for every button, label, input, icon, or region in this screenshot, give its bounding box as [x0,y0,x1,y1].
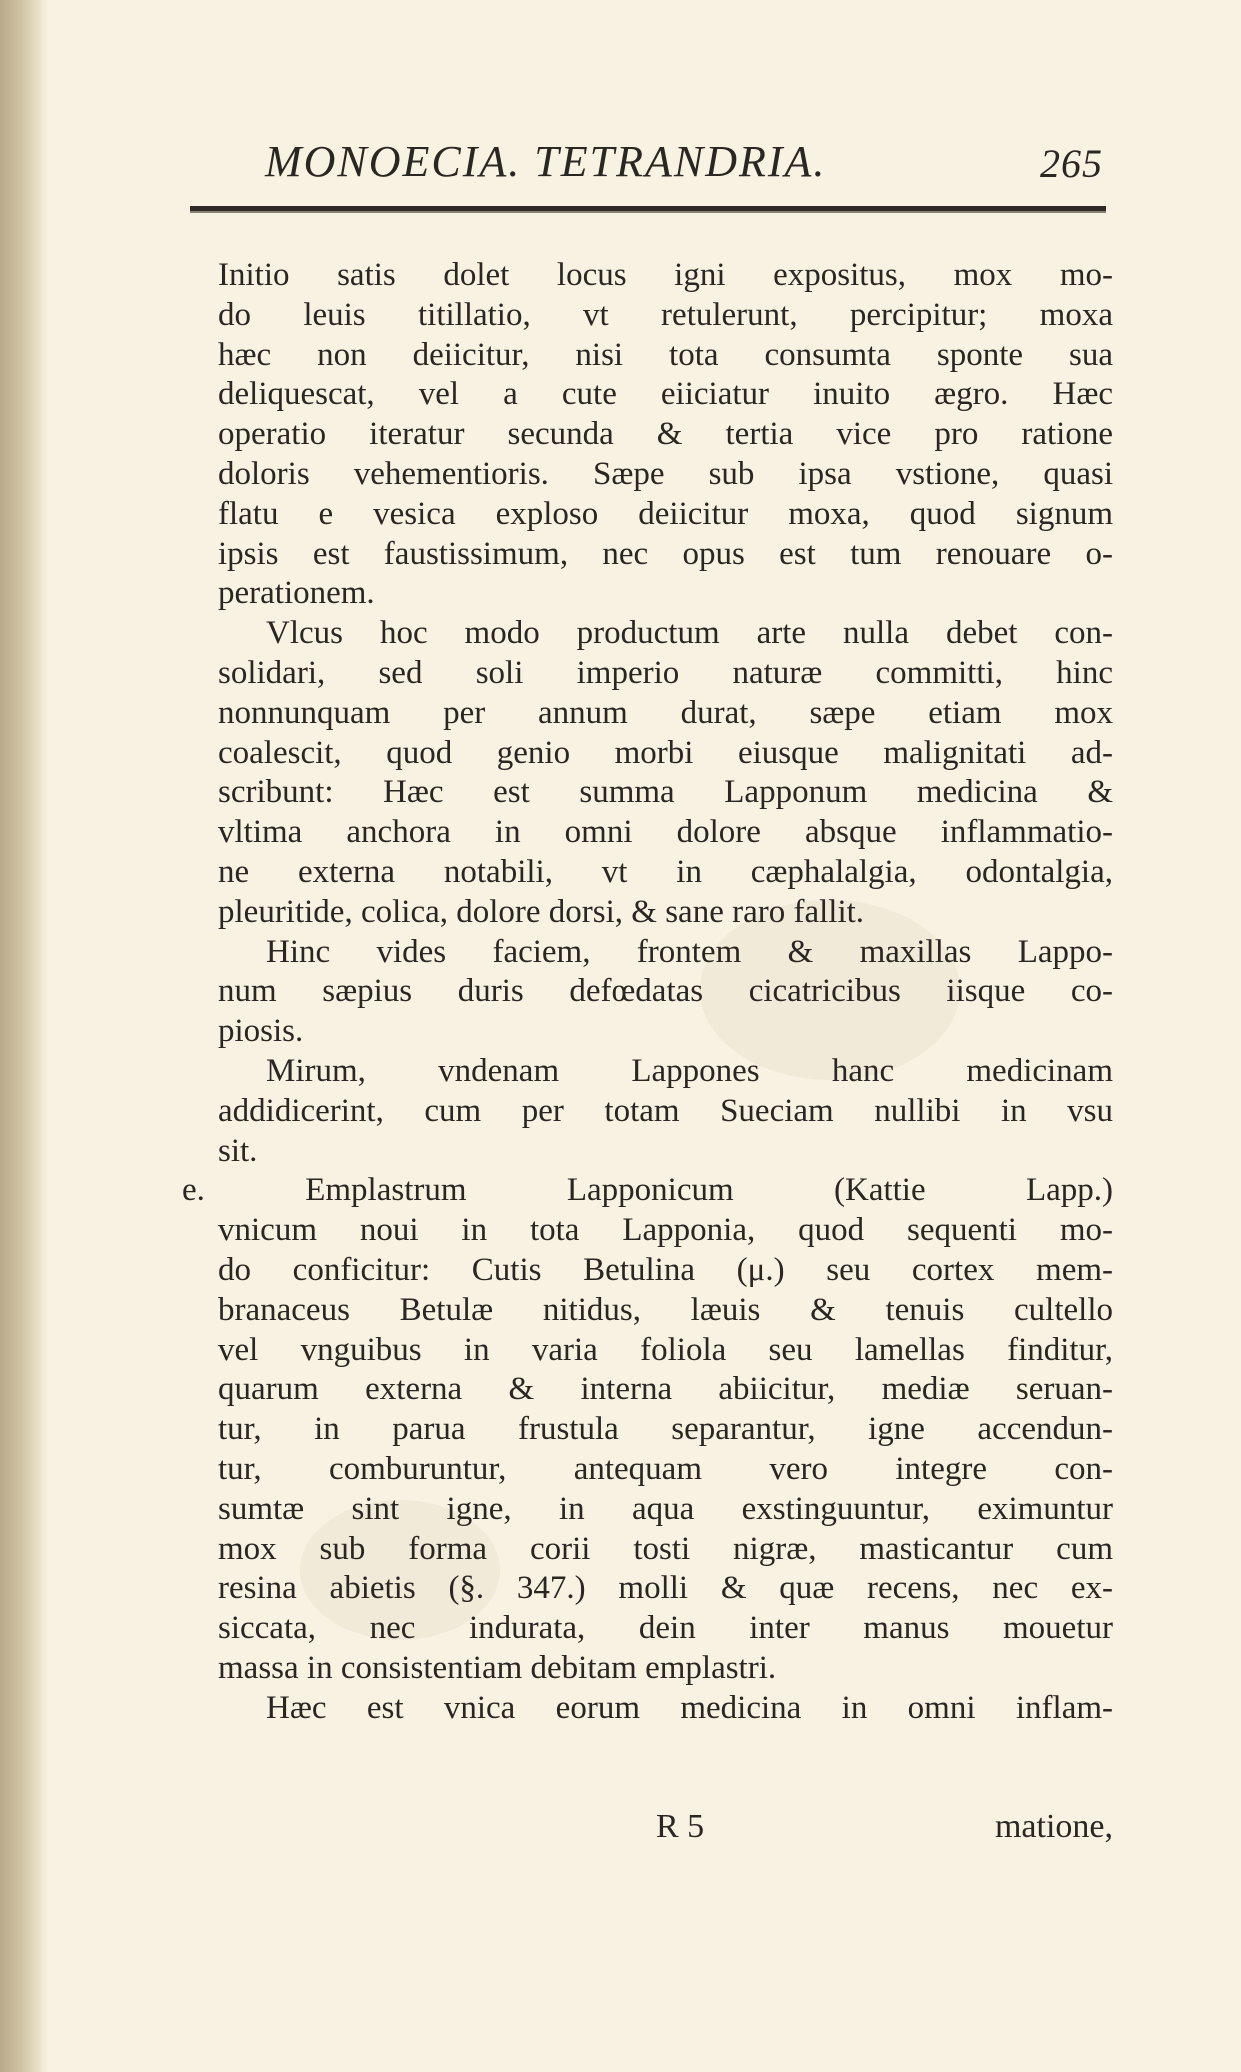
page-footer [218,1808,1113,1858]
paragraph-vlcus [218,614,1113,932]
text-line: operatio iteratur secunda & tertia vice pro ratione [218,416,1113,453]
text-line: tur, comburuntur, antequam vero integre con- [218,1450,1113,1487]
text-line: num sæpius duris defœdatas cicatricibus iisque co- [218,973,1113,1010]
text-line: nonnunquam per annum durat, sæpe etiam mox [218,694,1113,731]
text-line: vnicum noui in tota Lapponia, quod sequenti mo- [218,1212,1113,1249]
text-line: deliquescat, vel a cute eiiciatur inuito ægro. Hæc [218,376,1113,413]
catchword: matione, [994,1808,1113,1845]
text-line: Vlcus hoc modo productum arte nulla debet con- [266,615,1113,652]
text-line: Initio satis dolet locus igni expositus, mox mo- [218,257,1113,293]
text-line: scribunt: Hæc est summa Lapponum medicina & [218,774,1113,811]
paragraph-initio [218,256,1113,614]
text-line: quarum externa & interna abiicitur, mediæ seruan- [218,1371,1113,1408]
text-line: solidari, sed soli imperio naturæ committi, hinc [218,654,1113,691]
text-line: ne externa notabili, vt in cæphalalgia, odontalgia, [218,853,1113,890]
text-line: vel vnguibus in varia foliola seu lamellas finditur, [218,1331,1113,1368]
text-line: hæc non deiicitur, nisi tota consumta sponte sua [218,336,1113,373]
body-text [182,256,1113,1728]
text-line: Hinc vides faciem, frontem & maxillas Lappo- [266,933,1113,970]
text-line: pleuritide, colica, dolore dorsi, & sane raro fallit. [218,893,865,930]
paragraph-hinc [218,933,1113,1052]
text-line: perationem. [218,575,375,612]
text-line: coalescit, quod genio morbi eiusque malignitati ad- [218,734,1113,771]
text-line: sumtæ sint igne, in aqua exstinguuntur, eximuntur [218,1490,1113,1527]
text-line: mox sub forma corii tosti nigræ, masticantur cum [218,1530,1113,1567]
text-line: vltima anchora in omni dolore absque inflammatio- [218,814,1113,851]
text-line: piosis. [218,1013,304,1050]
text-line: massa in consistentiam debitam emplastri. [218,1649,777,1686]
signature-mark: R 5 [656,1808,705,1845]
text-line: tur, in parua frustula separantur, igne accendun- [218,1411,1113,1448]
paragraph-emplastrum [182,1171,1113,1688]
text-line: flatu e vesica exploso deiicitur moxa, quod signum [218,495,1113,532]
text-line: sit. [218,1132,258,1169]
text-line: doloris vehementioris. Sæpe sub ipsa vstione, quasi [218,455,1113,492]
text-line: siccata, nec indurata, dein inter manus mouetur [218,1610,1113,1647]
text-line: Mirum, vndenam Lappones hanc medicinam [266,1052,1113,1089]
text-line: branaceus Betulæ nitidus, læuis & tenuis cultello [218,1291,1113,1328]
emplastrum-heading-line: e. Emplastrum Lapponicum (Kattie Lapp.) [182,1172,1113,1209]
running-head: MONOECIA. TETRANDRIA. [265,137,827,186]
text-line: resina abietis (§. 347.) molli & quæ recens, nec ex- [218,1570,1113,1607]
text-line: Hæc est vnica eorum medicina in omni inflam- [266,1689,1113,1726]
paragraph-mirum [218,1052,1113,1171]
text-line: ipsis est faustissimum, nec opus est tum renouare o- [218,535,1113,572]
page-header [265,136,1103,196]
text-line: do conficitur: Cutis Betulina (μ.) seu cortex mem- [218,1251,1113,1288]
header-rule [190,206,1106,213]
page-number: 265 [1040,141,1103,186]
paragraph-haec [218,1689,1113,1729]
text-line: addidicerint, cum per totam Sueciam nullibi in vsu [218,1092,1113,1129]
text-line: do leuis titillatio, vt retulerunt, percipitur; moxa [218,296,1113,333]
